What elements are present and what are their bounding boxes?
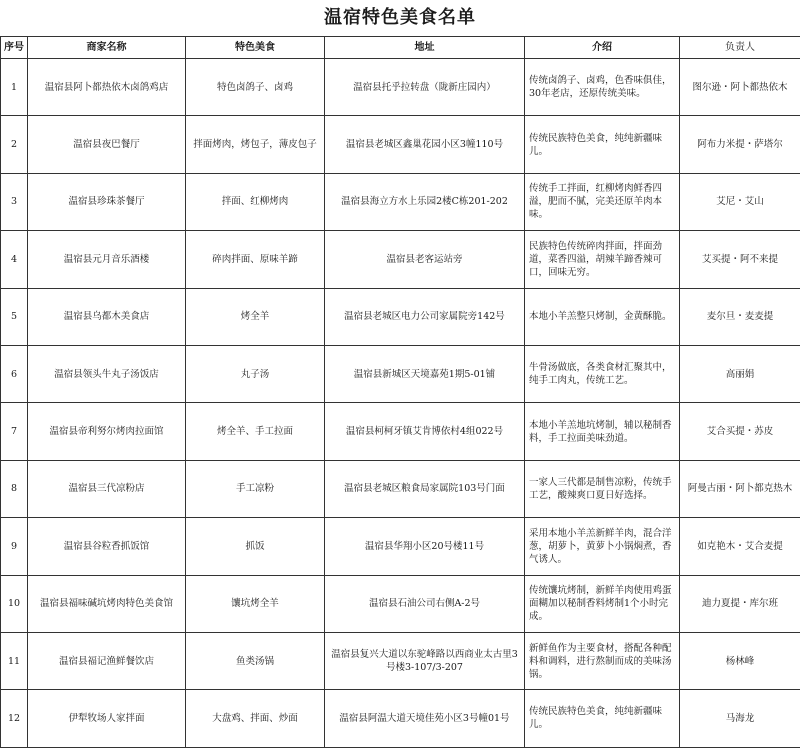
address-cell: 温宿县华翔小区20号楼11号 xyxy=(325,518,525,575)
merchant-name-cell: 温宿县福味碱坑烤肉特色美食馆 xyxy=(28,575,186,632)
merchant-name-cell: 温宿县帝利努尔烤肉拉面馆 xyxy=(28,403,186,460)
table-row xyxy=(1,288,800,345)
table-row xyxy=(1,345,800,402)
merchant-name-cell: 伊犁牧场人家拌面 xyxy=(28,690,186,747)
description-cell: 本地小羊羔地坑烤制，辅以秘制香料，手工拉面美味劲道。 xyxy=(525,403,680,460)
merchant-name-cell: 温宿县谷粒香抓饭馆 xyxy=(28,518,186,575)
table-row xyxy=(1,575,800,632)
specialty-food-cell: 烤全羊 xyxy=(186,288,325,345)
row-number-cell: 1 xyxy=(1,59,28,116)
specialty-food-cell: 拌面、红柳烤肉 xyxy=(186,173,325,230)
address-cell: 温宿县老城区粮食局家属院103号门面 xyxy=(325,460,525,517)
food-list-table xyxy=(0,36,800,748)
contact-person-cell: 阿曼古丽・阿卜都克热木 xyxy=(680,460,800,517)
table-header-row xyxy=(1,37,800,59)
row-number-cell: 8 xyxy=(1,460,28,517)
description-cell: 牛骨汤做底，各类食材汇聚其中，纯手工肉丸，传统工艺。 xyxy=(525,345,680,402)
contact-person-cell: 杨林峰 xyxy=(680,632,800,689)
specialty-food-cell: 特色卤鸽子、卤鸡 xyxy=(186,59,325,116)
row-number-cell: 3 xyxy=(1,173,28,230)
row-number-cell: 9 xyxy=(1,518,28,575)
contact-person-cell: 高丽娟 xyxy=(680,345,800,402)
address-cell: 温宿县复兴大道以东驼峰路以西商业太古里3号楼3-107/3-207 xyxy=(325,632,525,689)
merchant-name-cell: 温宿县乌都木美食店 xyxy=(28,288,186,345)
header-merchant: 商家名称 xyxy=(28,37,186,59)
table-row xyxy=(1,231,800,288)
contact-person-cell: 图尔逊・阿卜都热依木 xyxy=(680,59,800,116)
contact-person-cell: 迪力夏提・库尔班 xyxy=(680,575,800,632)
contact-person-cell: 麦尔旦・麦麦提 xyxy=(680,288,800,345)
table-row xyxy=(1,116,800,173)
contact-person-cell: 艾合买提・苏皮 xyxy=(680,403,800,460)
merchant-name-cell: 温宿县夜巴餐厅 xyxy=(28,116,186,173)
description-cell: 传统民族特色美食，纯纯新疆味儿。 xyxy=(525,690,680,747)
table-row xyxy=(1,173,800,230)
address-cell: 温宿县老城区鑫巢花园小区3幢110号 xyxy=(325,116,525,173)
specialty-food-cell: 大盘鸡、拌面、炒面 xyxy=(186,690,325,747)
table-row xyxy=(1,403,800,460)
description-cell: 新鲜鱼作为主要食材，搭配各种配料和调料，进行熬制而成的美味汤锅。 xyxy=(525,632,680,689)
merchant-name-cell: 温宿县福记渔鲜餐饮店 xyxy=(28,632,186,689)
header-address: 地址 xyxy=(325,37,525,59)
row-number-cell: 10 xyxy=(1,575,28,632)
specialty-food-cell: 手工凉粉 xyxy=(186,460,325,517)
description-cell: 采用本地小羊羔新鲜羊肉，混合洋葱，胡萝卜，黄萝卜小锅焖煮，香气诱人。 xyxy=(525,518,680,575)
specialty-food-cell: 抓饭 xyxy=(186,518,325,575)
description-cell: 民族特色传统碎肉拌面，拌面劲道，菜香四溢，胡辣羊蹄香辣可口，回味无穷。 xyxy=(525,231,680,288)
specialty-food-cell: 烤全羊、手工拉面 xyxy=(186,403,325,460)
header-no: 序号 xyxy=(1,37,28,59)
row-number-cell: 4 xyxy=(1,231,28,288)
specialty-food-cell: 拌面烤肉，烤包子，薄皮包子 xyxy=(186,116,325,173)
row-number-cell: 2 xyxy=(1,116,28,173)
contact-person-cell: 艾尼・艾山 xyxy=(680,173,800,230)
merchant-name-cell: 温宿县领头牛丸子汤饭店 xyxy=(28,345,186,402)
table-row xyxy=(1,518,800,575)
merchant-name-cell: 温宿县阿卜都热依木卤鸽鸡店 xyxy=(28,59,186,116)
address-cell: 温宿县阿温大道天境佳苑小区3号幢01号 xyxy=(325,690,525,747)
table-row xyxy=(1,460,800,517)
table-row xyxy=(1,59,800,116)
contact-person-cell: 马海龙 xyxy=(680,690,800,747)
row-number-cell: 5 xyxy=(1,288,28,345)
description-cell: 传统手工拌面，红柳烤肉鲜香四溢，肥而不腻，完美还原羊肉本味。 xyxy=(525,173,680,230)
specialty-food-cell: 鱼类汤锅 xyxy=(186,632,325,689)
row-number-cell: 7 xyxy=(1,403,28,460)
merchant-name-cell: 温宿县三代凉粉店 xyxy=(28,460,186,517)
contact-person-cell: 如克艳木・艾合麦提 xyxy=(680,518,800,575)
specialty-food-cell: 馕坑烤全羊 xyxy=(186,575,325,632)
address-cell: 温宿县石油公司右侧A-2号 xyxy=(325,575,525,632)
specialty-food-cell: 丸子汤 xyxy=(186,345,325,402)
header-contact: 负责人 xyxy=(680,37,800,59)
header-intro: 介绍 xyxy=(525,37,680,59)
row-number-cell: 11 xyxy=(1,632,28,689)
table-row xyxy=(1,690,800,747)
address-cell: 温宿县新城区天境嘉苑1期5-01铺 xyxy=(325,345,525,402)
contact-person-cell: 艾买提・阿不来提 xyxy=(680,231,800,288)
address-cell: 温宿县托乎拉转盘（陇新庄园内） xyxy=(325,59,525,116)
row-number-cell: 12 xyxy=(1,690,28,747)
description-cell: 一家人三代都是制售凉粉，传统手工艺，酸辣爽口夏日好选择。 xyxy=(525,460,680,517)
row-number-cell: 6 xyxy=(1,345,28,402)
header-food: 特色美食 xyxy=(186,37,325,59)
description-cell: 传统民族特色美食，纯纯新疆味儿。 xyxy=(525,116,680,173)
address-cell: 温宿县海立方水上乐园2楼C栋201-202 xyxy=(325,173,525,230)
address-cell: 温宿县老城区电力公司家属院旁142号 xyxy=(325,288,525,345)
table-row xyxy=(1,632,800,689)
specialty-food-cell: 碎肉拌面、原味羊蹄 xyxy=(186,231,325,288)
address-cell: 温宿县老客运站旁 xyxy=(325,231,525,288)
address-cell: 温宿县柯柯牙镇艾肯博依村4组022号 xyxy=(325,403,525,460)
contact-person-cell: 阿布力米提・萨塔尔 xyxy=(680,116,800,173)
merchant-name-cell: 温宿县珍珠茶餐厅 xyxy=(28,173,186,230)
description-cell: 本地小羊羔整只烤制，金黄酥脆。 xyxy=(525,288,680,345)
page-title: 温宿特色美食名单 xyxy=(0,0,800,36)
merchant-name-cell: 温宿县元月音乐酒楼 xyxy=(28,231,186,288)
description-cell: 传统馕坑烤制，新鲜羊肉使用鸡蛋面糊加以秘制香料烤制1个小时完成。 xyxy=(525,575,680,632)
description-cell: 传统卤鸽子、卤鸡，色香味俱佳，30年老店，还原传统美味。 xyxy=(525,59,680,116)
